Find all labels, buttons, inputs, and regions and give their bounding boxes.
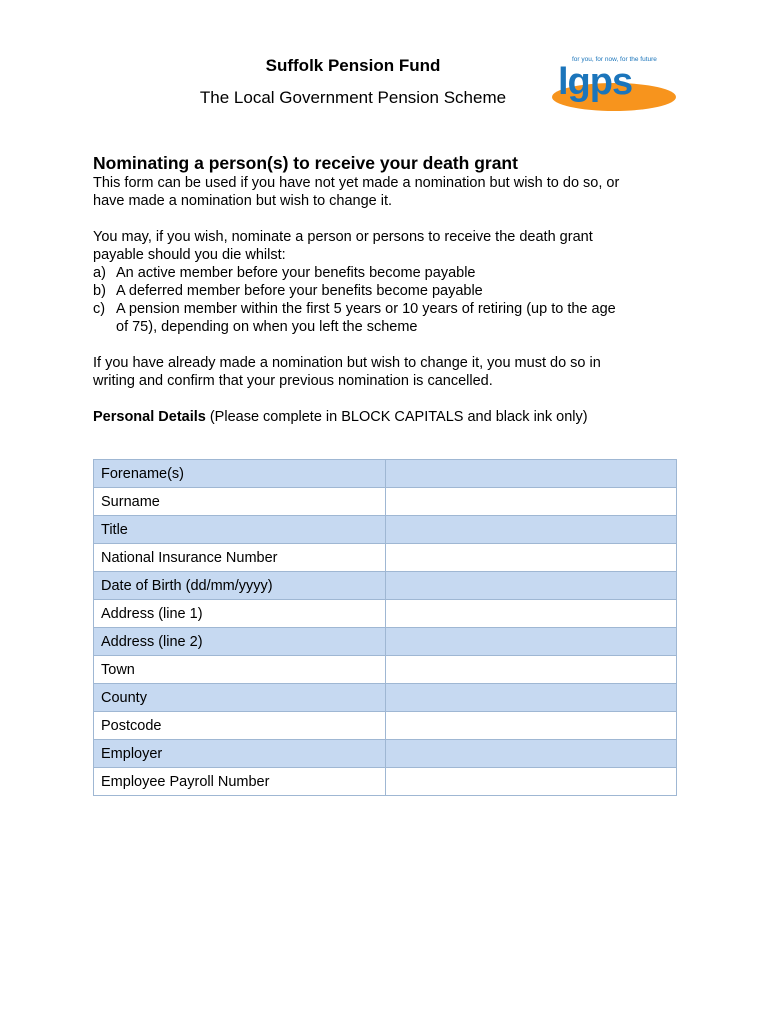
field-label: Forename(s) [94,460,386,488]
section-title: Nominating a person(s) to receive your death grant [93,153,518,173]
table-row [94,544,677,572]
list-text: A pension member within the first 5 years or 10 years of retiring (up to the age [116,301,616,317]
field-value[interactable] [386,628,677,656]
field-label: Date of Birth (dd/mm/yyyy) [94,572,386,600]
field-value[interactable] [386,544,677,572]
table-row [94,572,677,600]
form-intro [93,152,683,426]
list-text-continued: of 75), depending on when you left the scheme [116,319,418,335]
list-marker: c) [93,301,106,317]
table-row [94,460,677,488]
list-text: An active member before your benefits become payable [116,265,476,281]
field-label: Address (line 1) [94,600,386,628]
personal-details-table [93,459,677,796]
field-label: County [94,684,386,712]
field-label: Town [94,656,386,684]
field-value[interactable] [386,656,677,684]
field-value[interactable] [386,460,677,488]
field-label: Address (line 2) [94,628,386,656]
field-label: Surname [94,488,386,516]
change-line-1: If you have already made a nomination but wish to change it, you must do so in [93,355,601,371]
list-marker: b) [93,283,106,299]
table-row [94,740,677,768]
logo-wordmark: lgps [558,61,633,103]
table-row [94,684,677,712]
field-label: Employee Payroll Number [94,768,386,796]
field-value[interactable] [386,488,677,516]
field-value[interactable] [386,768,677,796]
scheme-subtitle: The Local Government Pension Scheme [199,88,507,107]
table-row [94,628,677,656]
field-value[interactable] [386,516,677,544]
logo-tagline: for you, for now, for the future [572,56,657,63]
table-row [94,516,677,544]
table-row [94,488,677,516]
table-row [94,712,677,740]
table-row [94,656,677,684]
table-row [94,600,677,628]
field-value[interactable] [386,684,677,712]
field-label: Employer [94,740,386,768]
list-item [93,300,683,336]
list-item [93,264,683,282]
table-row [94,768,677,796]
field-value[interactable] [386,600,677,628]
lgps-logo [552,50,678,112]
field-value[interactable] [386,572,677,600]
intro-line-2: have made a nomination but wish to change it. [93,193,393,209]
field-value[interactable] [386,740,677,768]
fund-title: Suffolk Pension Fund [265,56,441,75]
list-text: A deferred member before your benefits become payable [116,283,483,299]
member-type-list [93,264,683,336]
field-label: Title [94,516,386,544]
field-label: Postcode [94,712,386,740]
personal-details-heading [93,408,683,426]
field-label: National Insurance Number [94,544,386,572]
personal-details-note: (Please complete in BLOCK CAPITALS and black ink only) [205,409,588,425]
list-marker: a) [93,265,106,281]
nominate-line-2: payable should you die whilst: [93,247,286,263]
nominate-line-1: You may, if you wish, nominate a person or persons to receive the death grant [93,229,593,245]
intro-line-1: This form can be used if you have not yet made a nomination but wish to do so, or [93,175,620,191]
personal-details-label: Personal Details [93,409,206,425]
list-item [93,282,683,300]
field-value[interactable] [386,712,677,740]
change-line-2: writing and confirm that your previous nomination is cancelled. [93,373,493,389]
